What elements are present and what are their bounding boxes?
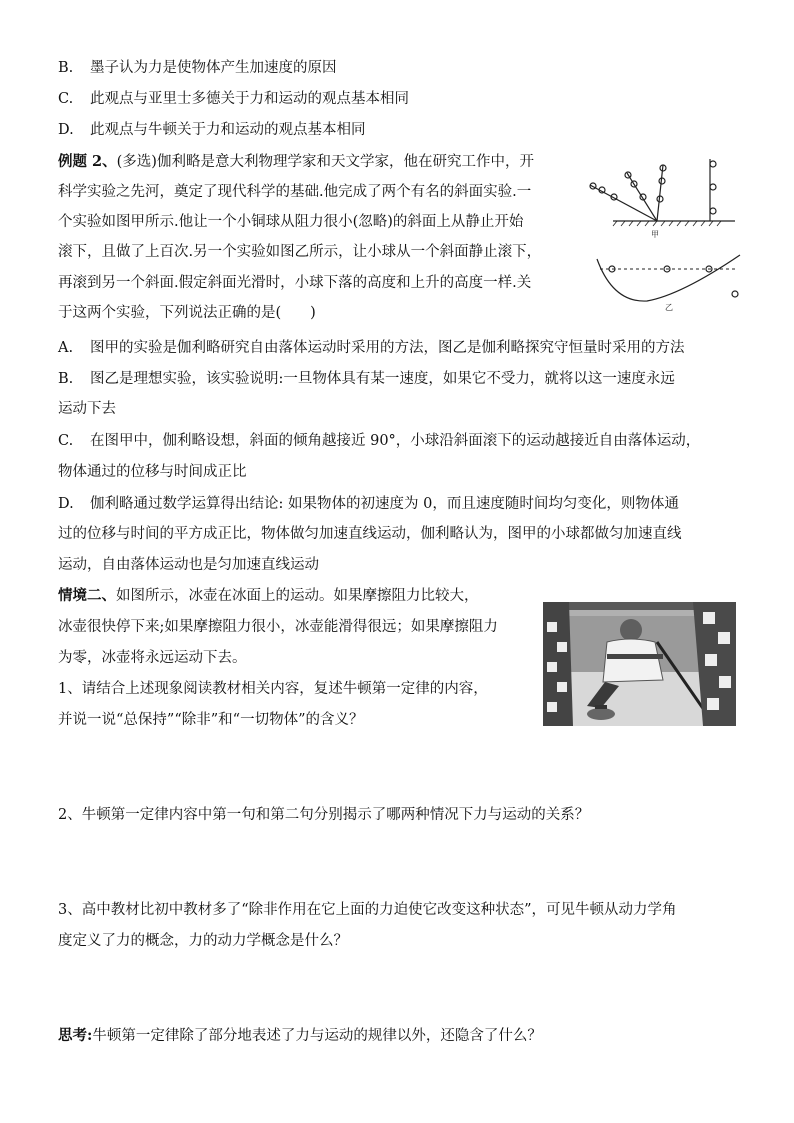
example2-option-c: C. 在图甲中，伽利略设想，斜面的倾角越接近 90°，小球沿斜面滚下的运动越接近自由落体运动， xyxy=(58,433,701,449)
think-label: 思考: xyxy=(58,1027,93,1044)
figure-jia-label: 甲 xyxy=(651,230,659,239)
figure-yi xyxy=(597,255,740,301)
example2-option-d: D. 伽利略通过数学运算得出结论: 如果物体的初速度为 0，而且速度随时间均匀变化，则物体通 xyxy=(58,496,679,512)
example2-line-2: 科学实验之先河，奠定了现代科学的基础.他完成了两个有名的斜面实验.一 xyxy=(58,184,532,200)
scenario2-line-3: 为零，冰壶将永远运动下去。 xyxy=(58,650,247,666)
curling-photo xyxy=(543,602,736,726)
figure-jia xyxy=(590,159,735,226)
question-1-line-2: 并说一说“总保持”“除非”和“一切物体”的含义？ xyxy=(58,712,364,728)
question-2: 2、牛顿第一定律内容中第一句和第二句分别揭示了哪两种情况下力与运动的关系？ xyxy=(58,807,590,823)
example2-option-d-cont2: 运动，自由落体运动也是匀加速直线运动 xyxy=(58,557,319,573)
incline-diagram xyxy=(585,155,745,315)
example2-option-d-cont1: 过的位移与时间的平方成正比，物体做匀加速直线运动，伽利略认为，图甲的小球都做匀加速直线 xyxy=(58,526,682,542)
figure-yi-label: 乙 xyxy=(665,303,673,312)
example2-option-b-cont: 运动下去 xyxy=(58,401,116,417)
example2-line-1: 例题 2、(多选)伽利略是意大利物理学家和天文学家，他在研究工作中，开 xyxy=(58,153,534,170)
example2-option-c-cont: 物体通过的位移与时间成正比 xyxy=(58,464,247,480)
example2-line-5: 再滚到另一个斜面.假定斜面光滑时，小球下落的高度和上升的高度一样.关 xyxy=(58,275,532,291)
example2-option-a: A. 图甲的实验是伽利略研究自由落体运动时采用的方法，图乙是伽利略探究守恒量时采用的方法 xyxy=(58,340,685,356)
question-1-line-1: 1、请结合上述现象阅读教材相关内容，复述牛顿第一定律的内容， xyxy=(58,681,488,697)
option-b-top: B. 墨子认为力是使物体产生加速度的原因 xyxy=(58,60,337,76)
scenario2-line-1: 情境二、如图所示，冰壶在冰面上的运动。如果摩擦阻力比较大， xyxy=(58,587,479,604)
example2-title: 例题 2、 xyxy=(58,153,117,170)
question-3-line-1: 3、高中教材比初中教材多了“除非作用在它上面的力迫使它改变这种状态”，可见牛顿从动力学角 xyxy=(58,902,677,918)
question-3-line-2: 度定义了力的概念，力的动力学概念是什么？ xyxy=(58,933,348,949)
think-question: 思考:牛顿第一定律除了部分地表述了力与运动的规律以外，还隐含了什么？ xyxy=(58,1027,542,1044)
example2-line-3: 个实验如图甲所示.他让一个小铜球从阻力很小(忽略)的斜面上从静止开始 xyxy=(58,214,524,230)
example2-line-4: 滚下，且做了上百次.另一个实验如图乙所示，让小球从一个斜面静止滚下， xyxy=(58,244,542,260)
option-c-top: C. 此观点与亚里士多德关于力和运动的观点基本相同 xyxy=(58,91,409,107)
scenario2-line-2: 冰壶很快停下来;如果摩擦阻力很小，冰壶能滑得很远；如果摩擦阻力 xyxy=(58,619,498,635)
scenario2-title: 情境二、 xyxy=(58,587,116,604)
option-d-top: D. 此观点与牛顿关于力和运动的观点基本相同 xyxy=(58,122,366,138)
example2-line-6: 于这两个实验，下列说法正确的是( ) xyxy=(58,305,316,321)
example2-option-b: B. 图乙是理想实验，该实验说明:一旦物体具有某一速度，如果它不受力，就将以这一速度永远 xyxy=(58,371,675,387)
